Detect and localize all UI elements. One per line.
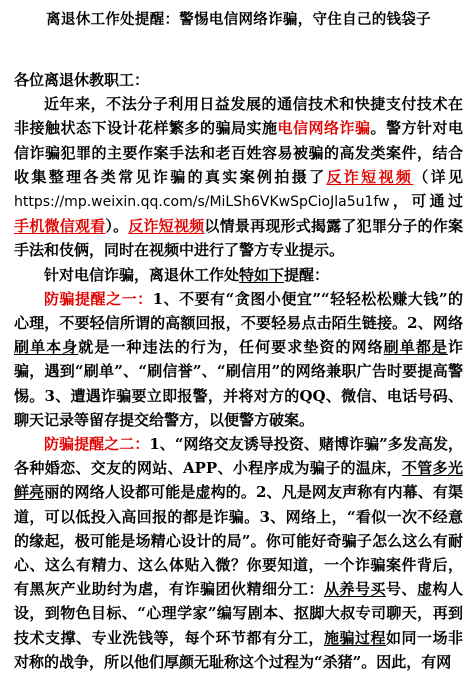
text-run: 以情景再现形式揭露了犯罪分子的作案手法和伎俩，同时在视频中进行了警方专业提示。 (14, 217, 463, 260)
text-run: 丽的网络人设都可能是虚构的。2、凡是网友声称有内幕、有渠道，可以低投入高回报的都是诈骗。3、网络上，“看似一次不经意的缘起，极可能是场精心设计的局”。你可能好奇骗子怎么这么有耐心、这么有精力、这么体贴入微？你要知道，一个诈骗案件背后，有黑灰产业助纣为虐，有诈骗团伙精细分工： (14, 483, 463, 599)
reminder-one-label: 防骗提醒之一： (44, 289, 153, 308)
salutation: 各位离退休教职工： (14, 71, 150, 89)
text-run: ）。 (105, 217, 129, 236)
highlight-anti-fraud-video-2: 反诈短视频 (128, 217, 205, 236)
text-run: 如同一场非对称的战争，所以他们厚颜无耻称这个过程为“杀猪”。因此，有网 (14, 628, 463, 671)
text-run: 。警方针对电信诈骗犯罪的主要作案手法和老百姓容易被骗的高发类案件，结合收集整理各类常见诈骗的真实案例拍摄了 (14, 119, 463, 186)
underlined-text: 不管多光鲜亮 (14, 459, 463, 502)
highlight-wechat-watch: 手机微信观看 (14, 217, 106, 236)
underlined-text: 施骗过程 (323, 628, 386, 647)
highlight-anti-fraud-video: 反诈短视频 (326, 167, 414, 186)
paragraph-reminder-two (14, 432, 463, 674)
text-run: 号、虚构人设，到物色目标、“心理学家”编写剧本、抠脚大叔专司聊天，再到技术支撑、专业洗钱等，每个环节都有分工， (14, 580, 463, 647)
text-run: 提醒： (284, 265, 330, 284)
text-run: 诈骗，遇到“刷单”、“刷信誉”、“刷信用”的网络兼职广告时要提高警惕。3、遭遇诈骗要立即报警，并将对方的QQ、微信、电话号码、聊天记录等留存提交给警方，以便警方破案。 (14, 338, 463, 429)
underlined-text: 特如下 (239, 265, 285, 284)
text-run: 1、不要有“贪图小便宜”“轻轻松松赚大钱”的心理，不要轻信所谓的高额回报，不要轻易点击陌生链接。2、网络 (14, 289, 463, 333)
underlined-text: 从养号买 (323, 580, 386, 599)
text-run: 针对电信诈骗，离退休工作处 (44, 265, 240, 284)
paragraph-reminder-one (14, 287, 463, 432)
text-run: 1、“网络交友诱导投资、赌博诈骗”多发高发，各种婚恋、交友的网站、APP、小程序成为骗子的温床， (14, 435, 463, 478)
underlined-text: 刷单都是 (383, 338, 448, 357)
text-run: 近年来，不法分子利用日益发展的通信技术和快捷支付技术在非接触状态下设计花样繁多的骗局实施 (14, 95, 463, 138)
paragraph-intro (14, 92, 463, 262)
text-run: ，可通过 (389, 192, 463, 211)
page-title: 离退休工作处提醒：警惕电信网络诈骗，守住自己的钱袋子 (46, 11, 431, 28)
paragraph-reminder-intro (14, 263, 463, 287)
highlight-telecom-fraud: 电信网络诈骗 (277, 119, 371, 138)
text-run: 就是一种违法的行为，任何要求垫资的网络 (78, 338, 384, 357)
underlined-text: 刷单本身 (14, 338, 79, 357)
text-run: （详见 (413, 167, 463, 186)
video-link[interactable]: https://mp.weixin.qq.com/s/MiLSh6VKwSpCioJla5u1fw (14, 194, 390, 211)
spacer (14, 32, 463, 68)
reminder-two-label: 防骗提醒之二： (44, 435, 150, 454)
